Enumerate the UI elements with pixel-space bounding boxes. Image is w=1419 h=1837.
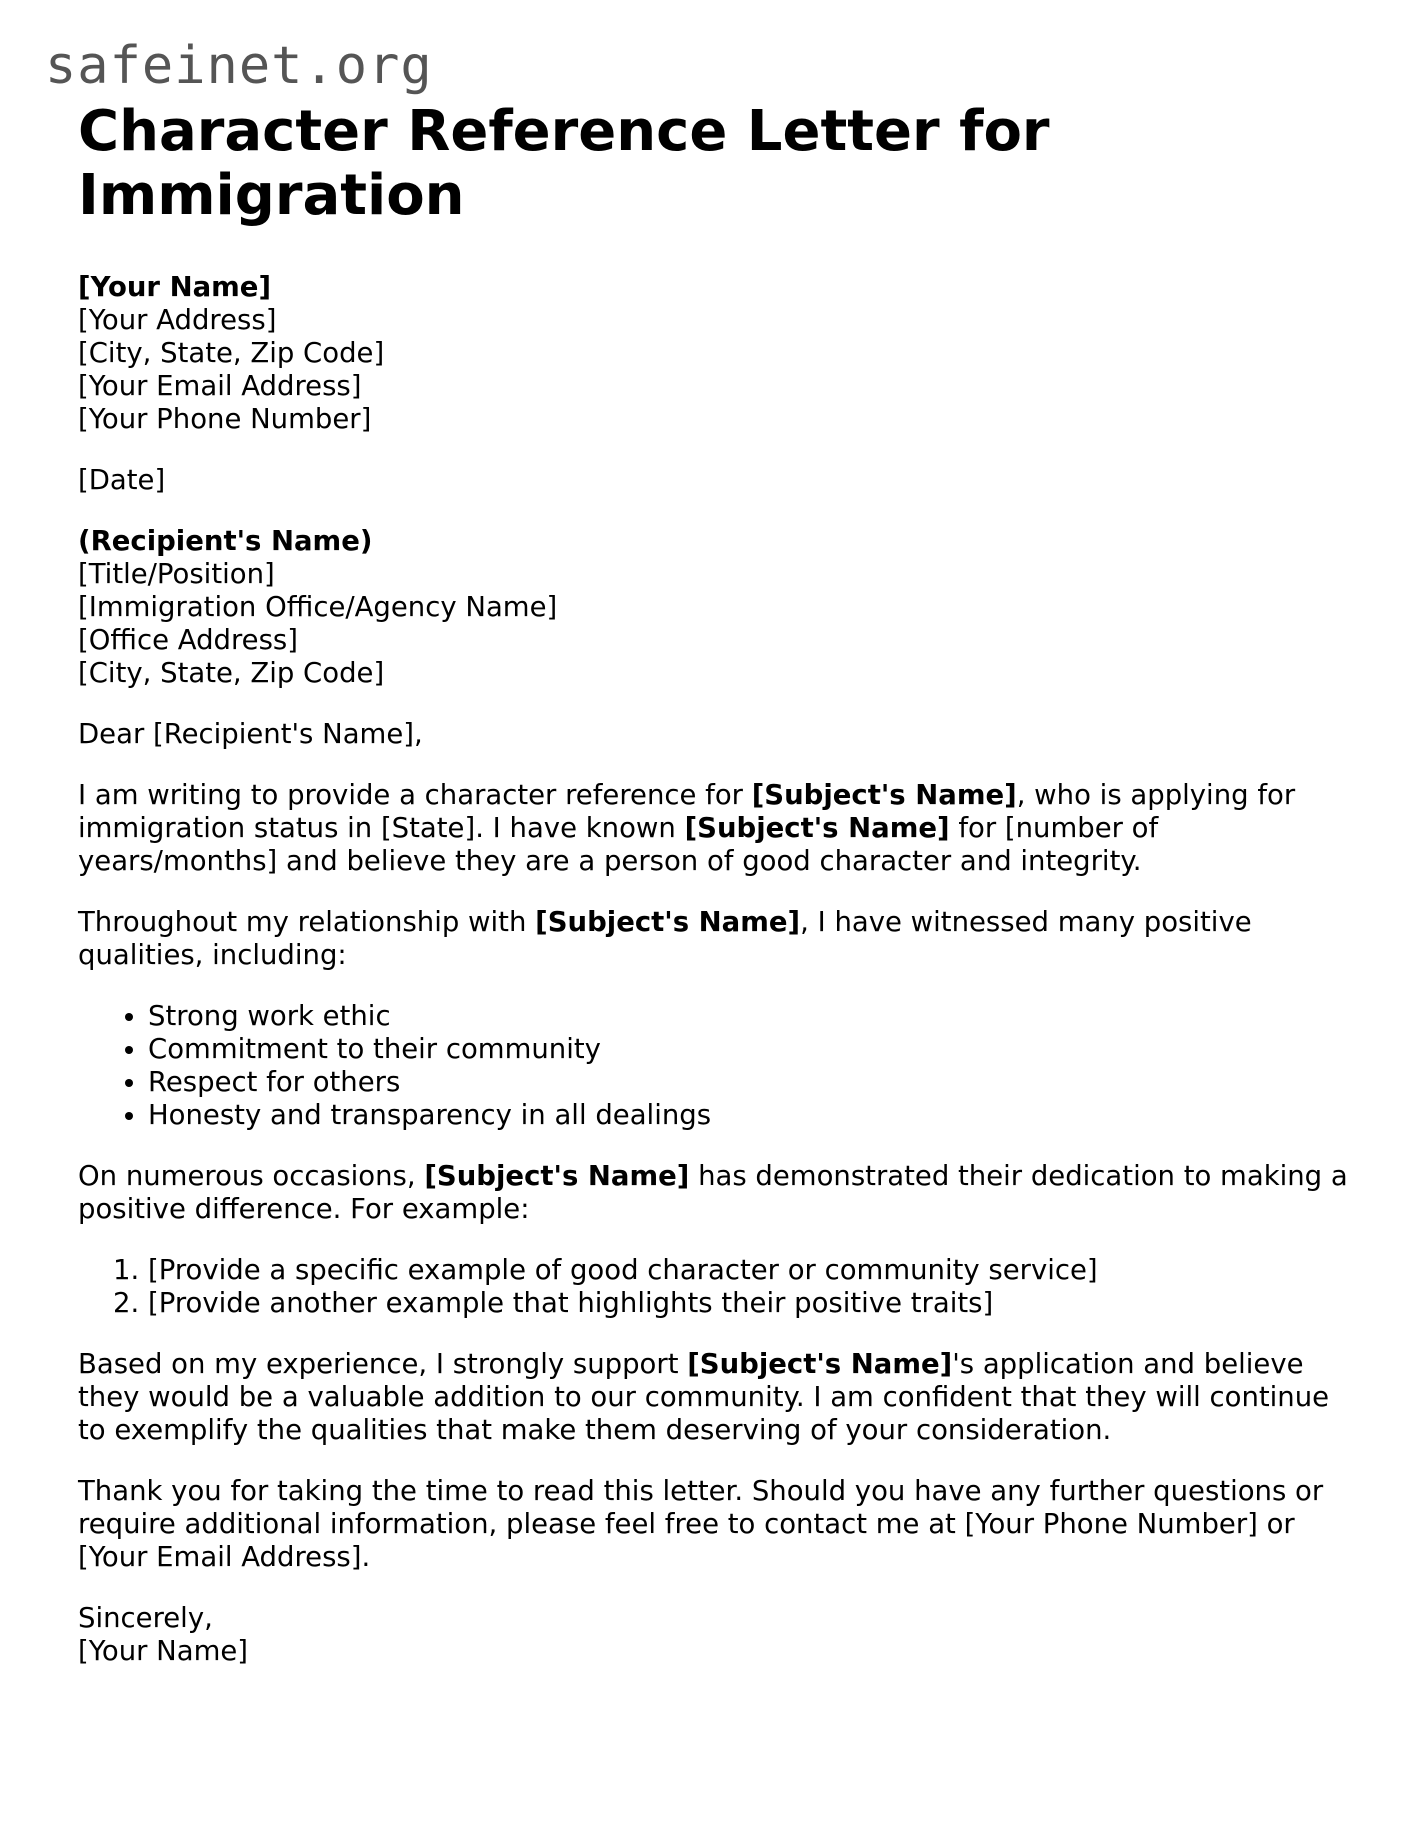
list-item: 1. [Provide a specific example of good character or community service] [148, 1254, 1348, 1287]
list-item: • Strong work ethic [148, 1000, 1348, 1033]
paragraph-examples-intro: On numerous occasions, [Subject's Name] has demonstrated their dedication to making a positive difference. For example: [78, 1160, 1348, 1225]
sender-email: [Your Email Address] [78, 370, 362, 402]
salutation: Dear [Recipient's Name], [78, 718, 423, 750]
subject-name: [Subject's Name] [535, 906, 801, 938]
sender-block [78, 271, 1348, 436]
recipient-name: (Recipient's Name) [78, 525, 373, 557]
subject-name: [Subject's Name] [684, 812, 950, 844]
paragraph-qualities-intro: Throughout my relationship with [Subject's Name], I have witnessed many positive qualities, including: [78, 906, 1252, 971]
examples-list [78, 1254, 1348, 1320]
closing-block [78, 1602, 1348, 1668]
paragraph-intro: I am writing to provide a character reference for [Subject's Name], who is applying for immigration status in [State]. I have known [Subject's Name] for [number of years/months] and believe they are a person of good character and integrity. [78, 779, 1296, 877]
recipient-address: [Office Address] [78, 624, 298, 656]
subject-name: [Subject's Name] [424, 1160, 690, 1192]
watermark: safeinet.org [45, 36, 433, 96]
sender-name: [Your Name] [78, 271, 272, 303]
signature: [Your Name] [78, 1635, 249, 1667]
recipient-block [78, 525, 1348, 690]
list-item: • Commitment to their community [148, 1033, 1348, 1066]
list-item: • Honesty and transparency in all dealings [148, 1099, 1348, 1132]
paragraph-support: Based on my experience, I strongly support [Subject's Name]'s application and believe they would be a valuable addition to our community. I am confident that they will continue to exemplify the qualities that make them deserving of your consideration. [78, 1348, 1330, 1446]
page-title: Character Reference Letter for Immigration [78, 99, 1050, 228]
closing: Sincerely, [78, 1602, 213, 1634]
sender-address: [Your Address] [78, 304, 277, 336]
letter-date: [Date] [78, 464, 166, 496]
sender-phone: [Your Phone Number] [78, 403, 372, 435]
qualities-list [78, 1000, 1348, 1132]
sender-city: [City, State, Zip Code] [78, 337, 385, 369]
subject-name: [Subject's Name] [687, 1348, 953, 1380]
recipient-city: [City, State, Zip Code] [78, 657, 385, 689]
letter-document [78, 100, 1348, 1696]
list-item: 2. [Provide another example that highlights their positive traits] [148, 1287, 1348, 1320]
recipient-agency: [Immigration Office/Agency Name] [78, 591, 558, 623]
recipient-title: [Title/Position] [78, 558, 275, 590]
subject-name: [Subject's Name] [751, 779, 1017, 811]
date-block [78, 464, 1348, 497]
paragraph-thanks: Thank you for taking the time to read this letter. Should you have any further questions or require additional information, please feel free to contact me at [Your Phone Number] or [Your Email Address]. [78, 1475, 1324, 1573]
list-item: • Respect for others [148, 1066, 1348, 1099]
